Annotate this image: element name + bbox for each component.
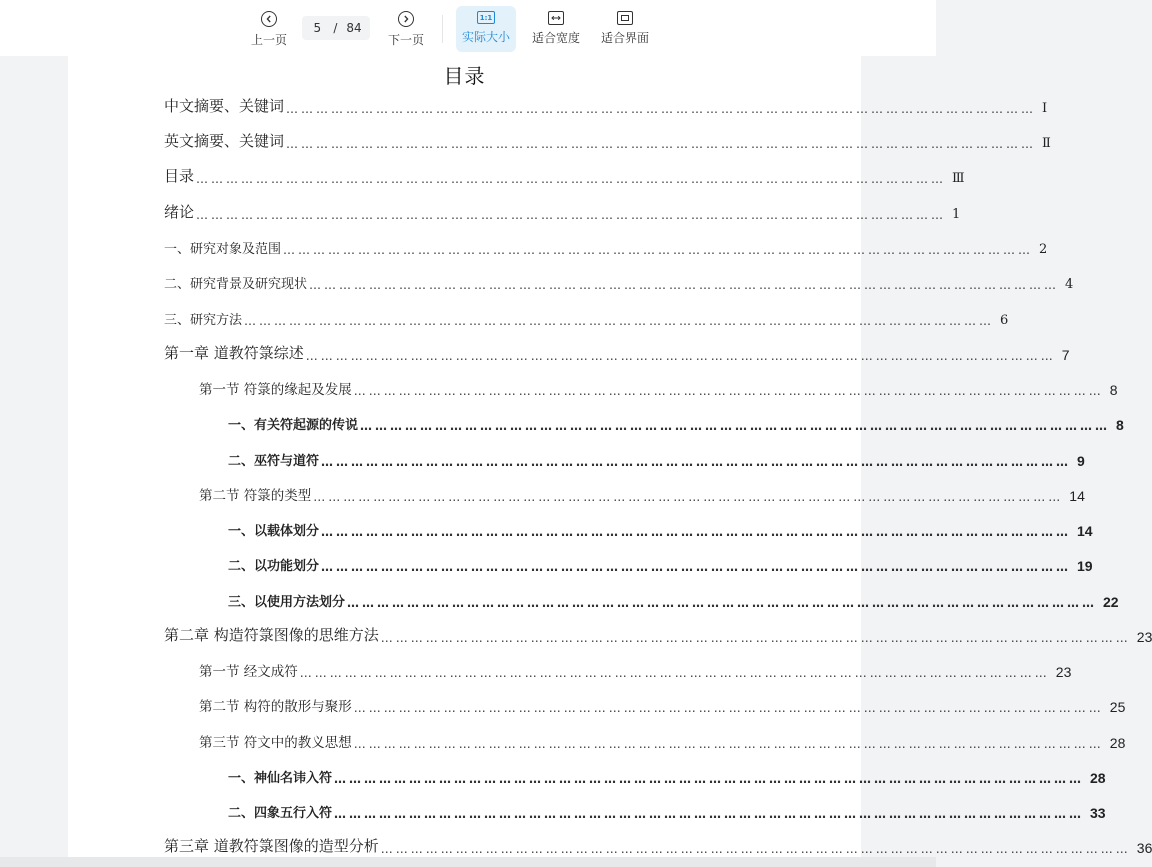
toc-entry[interactable] <box>68 552 1093 574</box>
chevron-left-icon <box>261 11 277 27</box>
toc-entry-title: 一、以载体划分 <box>228 524 320 539</box>
toc-leader-dots: …………………………………………………………………………………………………………………………………… <box>309 278 1060 292</box>
fit-width-button[interactable] <box>527 6 585 52</box>
toc-entry[interactable] <box>68 764 1106 786</box>
toc-entry[interactable] <box>68 447 1085 469</box>
toc-entry-title: 二、研究背景及研究现状 <box>164 277 308 292</box>
actual-size-button[interactable] <box>456 6 516 52</box>
toc-entry-page: 8 <box>1109 382 1118 398</box>
toc-entry-page: Ⅰ <box>1042 101 1048 116</box>
toc-leader-dots: …………………………………………………………………………………………………………………………………… <box>196 208 947 222</box>
horizontal-scrollbar[interactable] <box>0 857 936 867</box>
toc-entry-page: Ⅱ <box>1042 136 1051 151</box>
toc-entry[interactable] <box>68 129 1051 151</box>
toc-entry-page: 8 <box>1116 417 1124 433</box>
toc-leader-dots: …………………………………………………………………………………………………………………………………… <box>353 737 1104 751</box>
toc-entry-title: 一、神仙名讳入符 <box>228 771 333 786</box>
next-page-label: 下一页 <box>387 33 424 47</box>
toc-entry-page: 6 <box>1000 313 1009 328</box>
toc-entry[interactable] <box>68 588 1119 610</box>
toc-entry-page: 28 <box>1090 770 1106 786</box>
actual-size-label: 实际大小 <box>461 30 510 44</box>
toc-entry[interactable] <box>68 235 1048 257</box>
toc-entry-page: 14 <box>1069 488 1085 504</box>
toc-entry-page: 22 <box>1103 594 1119 610</box>
toc-entry-title: 英文摘要、关键词 <box>164 132 285 150</box>
toc-entry-page: 36 <box>1136 840 1152 856</box>
document-page <box>68 56 1152 867</box>
toc-entry-page: 23 <box>1055 664 1072 680</box>
toc-entry-title: 第三章 道教符箓图像的造型分析 <box>164 837 379 855</box>
toc-entry-page: 23 <box>1136 629 1152 645</box>
toc-entry-title: 一、有关符起源的传说 <box>228 418 359 433</box>
toc-entry-page: 14 <box>1077 523 1093 539</box>
toc-entry[interactable] <box>68 376 1118 398</box>
fit-page-label: 适合界面 <box>600 31 649 45</box>
toc-entry[interactable] <box>68 270 1074 292</box>
toc-entry-title: 第二章 构造符箓图像的思维方法 <box>164 626 379 644</box>
toc-leader-dots: …………………………………………………………………………………………………………………………………… <box>334 807 1085 821</box>
page-separator: / <box>333 21 338 35</box>
toc-entry-title: 第三节 符文中的教义思想 <box>199 735 352 751</box>
toc-entry-title: 第二节 构符的散形与聚形 <box>199 699 352 715</box>
toc-leader-dots: …………………………………………………………………………………………………………………………………… <box>360 419 1111 433</box>
current-page-input[interactable]: 5 <box>313 21 322 35</box>
toc-entry-page: 1 <box>952 207 961 222</box>
prev-page-label: 上一页 <box>250 33 287 47</box>
toc-entry-page: 19 <box>1077 558 1093 574</box>
toc-leader-dots: …………………………………………………………………………………………………………………………………… <box>321 525 1072 539</box>
toolbar-divider <box>442 15 443 43</box>
toc-entry-page: 33 <box>1090 805 1106 821</box>
toc-entry-page: Ⅲ <box>952 171 965 186</box>
fit-width-icon <box>548 11 564 25</box>
chevron-right-icon <box>398 11 414 27</box>
total-pages: 84 <box>346 21 362 35</box>
toc-entry[interactable] <box>68 623 1152 645</box>
toc-entry-title: 第一节 符箓的缘起及发展 <box>199 382 352 398</box>
toc-entry-title: 第一节 经文成符 <box>199 664 298 680</box>
toc-leader-dots: …………………………………………………………………………………………………………………………………… <box>286 102 1037 116</box>
toc-entry-title: 二、四象五行入符 <box>228 806 333 821</box>
toc-entry-title: 绪论 <box>164 203 195 221</box>
toc-leader-dots: …………………………………………………………………………………………………………………………………… <box>299 666 1050 680</box>
toc-leader-dots: …………………………………………………………………………………………………………………………………… <box>305 349 1056 363</box>
prev-page-button[interactable] <box>249 6 289 52</box>
toc-leader-dots: …………………………………………………………………………………………………………………………………… <box>283 243 1034 257</box>
toc-entry[interactable] <box>68 658 1072 680</box>
toc-entry-title: 三、以使用方法划分 <box>228 595 346 610</box>
toc-leader-dots: …………………………………………………………………………………………………………………………………… <box>321 560 1072 574</box>
toc-entry[interactable] <box>68 164 965 186</box>
toc-entry-title: 第一章 道教符箓综述 <box>164 344 304 362</box>
toc-entry[interactable] <box>68 834 1152 856</box>
toc-entry[interactable] <box>68 729 1126 751</box>
fit-page-icon <box>617 11 633 25</box>
toc-leader-dots: …………………………………………………………………………………………………………………………………… <box>196 172 947 186</box>
toc-entry[interactable] <box>68 517 1093 539</box>
toc-leader-dots: …………………………………………………………………………………………………………………………………… <box>286 137 1037 151</box>
toc-entry-title: 目录 <box>164 167 195 185</box>
toc-leader-dots: …………………………………………………………………………………………………………………………………… <box>334 772 1085 786</box>
toc-entry-page: 7 <box>1061 347 1070 363</box>
toc-entry[interactable] <box>68 341 1070 363</box>
toc-leader-dots: …………………………………………………………………………………………………………………………………… <box>353 701 1104 715</box>
next-page-button[interactable] <box>386 6 426 52</box>
fit-width-label: 适合宽度 <box>531 31 580 45</box>
toc-leader-dots: …………………………………………………………………………………………………………………………………… <box>353 384 1104 398</box>
toc-leader-dots: …………………………………………………………………………………………………………………………………… <box>347 596 1098 610</box>
toc-entry[interactable] <box>68 693 1126 715</box>
toc-leader-dots: …………………………………………………………………………………………………………………………………… <box>321 455 1072 469</box>
toc-entry[interactable] <box>68 200 961 222</box>
toc-entry-title: 第二节 符箓的类型 <box>199 488 312 504</box>
viewer-toolbar <box>0 0 936 56</box>
toc-leader-dots: …………………………………………………………………………………………………………………………………… <box>380 842 1131 856</box>
toc-entry[interactable] <box>68 411 1124 433</box>
toc-leader-dots: …………………………………………………………………………………………………………………………………… <box>244 314 995 328</box>
toc-entry[interactable] <box>68 306 1009 328</box>
toc-entry-page: 28 <box>1109 735 1126 751</box>
actual-size-icon: 1:1 <box>477 11 495 24</box>
toc-entry-page: 25 <box>1109 699 1126 715</box>
fit-page-button[interactable] <box>597 6 653 52</box>
toc-entry-title: 二、巫符与道符 <box>228 454 320 469</box>
toc-leader-dots: …………………………………………………………………………………………………………………………………… <box>380 631 1131 645</box>
toc-entry-page: 9 <box>1077 453 1085 469</box>
toc-entry[interactable] <box>68 482 1085 504</box>
toc-entry-page: 4 <box>1065 277 1074 292</box>
toc-entry-title: 中文摘要、关键词 <box>164 97 285 115</box>
toc-entry-title: 二、以功能划分 <box>228 559 320 574</box>
page-indicator <box>302 16 370 40</box>
page-title: 目录 <box>443 64 486 88</box>
toc-entry[interactable] <box>68 799 1106 821</box>
toc-entry-title: 三、研究方法 <box>164 313 243 328</box>
toc-entry-title: 一、研究对象及范围 <box>164 242 282 257</box>
toc-entry[interactable] <box>68 94 1048 116</box>
toc-entry-page: 2 <box>1039 242 1048 257</box>
toc-leader-dots: …………………………………………………………………………………………………………………………………… <box>313 490 1064 504</box>
